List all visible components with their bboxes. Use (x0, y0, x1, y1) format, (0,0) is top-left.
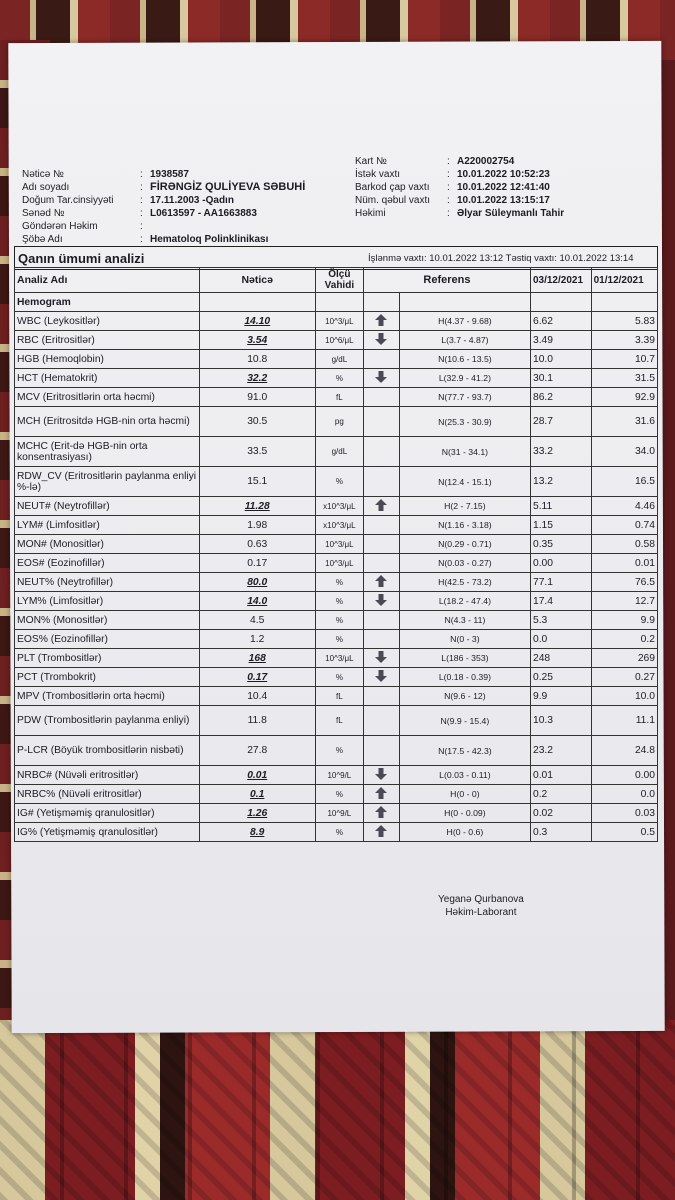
request-field-label: Kart № (355, 156, 387, 167)
signature-name: Yeganə Qurbanova (438, 894, 524, 905)
request-field-value: A220002754 (457, 156, 515, 167)
unit-value: % (315, 611, 363, 630)
history-value-2: 0.2 (591, 630, 657, 649)
history-value-1: 9.9 (530, 687, 591, 706)
table-row (15, 649, 658, 668)
history-value-1: 0.35 (530, 535, 591, 554)
analysis-name-text: RDW_CV (Eritrositlərin paylanma enliyi %-lə) (17, 470, 197, 493)
analysis-name (15, 823, 200, 842)
history-value-2: 31.5 (591, 369, 657, 388)
colon-separator: : (447, 182, 450, 193)
history-value-2: 4.46 (591, 497, 657, 516)
history-value-2: 10.0 (591, 687, 657, 706)
analysis-name-text: PLT (Trombositlər) (17, 652, 102, 664)
flag-empty (363, 467, 399, 497)
request-field-value: 10.01.2022 12:41:40 (457, 182, 550, 193)
history-value-2: 0.27 (591, 668, 657, 687)
history-value-1: 0.0 (530, 630, 591, 649)
col-header-reference: Referens (363, 268, 530, 293)
history-value-2: 0.74 (591, 516, 657, 535)
reference-range: N(25.3 - 30.9) (399, 407, 530, 437)
flag-empty (363, 516, 399, 535)
flag-high (363, 497, 399, 516)
result-value: 4.5 (199, 611, 315, 630)
unit-value: g/dL (315, 437, 363, 467)
request-field-label: İstək vaxtı (355, 169, 401, 180)
table-row (15, 804, 658, 823)
reference-range: N(0 - 3) (399, 630, 530, 649)
signature-role: Həkim-Laborant (445, 907, 517, 918)
flag-low (363, 766, 399, 785)
table-row (15, 766, 658, 785)
history-value-1: 1.15 (530, 516, 591, 535)
history-value-1: 0.3 (530, 823, 591, 842)
analysis-name-text: NEUT# (Neytrofillər) (17, 500, 110, 512)
table-row (15, 516, 658, 535)
table-row (15, 630, 658, 649)
history-value-1: 5.3 (530, 611, 591, 630)
history-value-1: 33.2 (530, 437, 591, 467)
col-header-name: Analiz Adı (15, 268, 200, 293)
history-value-1: 23.2 (530, 736, 591, 766)
analysis-name-text: MCHC (Erit-də HGB-nin orta konsentrasiyası) (17, 440, 148, 463)
history-value-2: 0.0 (591, 785, 657, 804)
result-value: 0.01 (199, 766, 315, 785)
table-row (15, 331, 658, 350)
reference-range: H(0 - 0.6) (399, 823, 530, 842)
reference-range: N(0.29 - 0.71) (399, 535, 530, 554)
flag-empty (363, 437, 399, 467)
analysis-name-text: PDW (Trombositlərin paylanma enliyi) (17, 715, 190, 726)
col-header-result: Nəticə (199, 268, 315, 293)
request-field-value: Əlyar Süleymanlı Tahir (457, 208, 565, 219)
request-field-value: 10.01.2022 10:52:23 (457, 169, 550, 180)
table-row (15, 388, 658, 407)
reference-range: L(18.2 - 47.4) (399, 592, 530, 611)
analysis-name (15, 573, 200, 592)
reference-range: L(186 - 353) (399, 649, 530, 668)
history-value-2: 10.7 (591, 350, 657, 369)
table-row (15, 668, 658, 687)
analysis-name-text: MON# (Monositlər) (17, 538, 104, 550)
col-header-history-2: 01/12/2021 (591, 268, 657, 293)
history-value-2: 12.7 (591, 592, 657, 611)
flag-empty (363, 630, 399, 649)
reference-range: H(42.5 - 73.2) (399, 573, 530, 592)
carpet-background-bottom (0, 1020, 675, 1200)
signature-block (438, 893, 524, 919)
analysis-name (15, 350, 200, 369)
result-value: 0.1 (199, 785, 315, 804)
analysis-name-text: P-LCR (Böyük trombositlərin nisbəti) (17, 745, 184, 756)
result-value: 10.4 (199, 687, 315, 706)
history-value-2: 0.03 (591, 804, 657, 823)
unit-value: 10^9/L (315, 804, 363, 823)
result-value: 1.2 (199, 630, 315, 649)
analysis-name (15, 736, 200, 766)
analysis-name-text: NRBC% (Nüvəli eritrositlər) (17, 788, 142, 800)
unit-value: % (315, 369, 363, 388)
unit-value: 10^3/μL (315, 535, 363, 554)
table-row (15, 706, 658, 736)
analysis-name (15, 804, 200, 823)
analysis-name-text: MCH (Eritrositdə HGB-nin orta həcmi) (17, 416, 190, 427)
unit-value: pg (315, 407, 363, 437)
arrow-up-icon (375, 825, 387, 837)
unit-value: % (315, 573, 363, 592)
request-field-row (355, 168, 564, 181)
unit-value: fL (315, 706, 363, 736)
analysis-name (15, 668, 200, 687)
result-value: 91.0 (199, 388, 315, 407)
patient-field-value: 1938587 (150, 169, 189, 180)
analysis-name (15, 369, 200, 388)
result-value: 10.8 (199, 350, 315, 369)
arrow-down-icon (375, 670, 387, 682)
result-value: 1.98 (199, 516, 315, 535)
flag-empty (363, 350, 399, 369)
analysis-name (15, 312, 200, 331)
unit-value: 10^3/μL (315, 649, 363, 668)
history-value-2: 92.9 (591, 388, 657, 407)
analysis-name (15, 497, 200, 516)
history-value-2: 9.9 (591, 611, 657, 630)
reference-range: N(17.5 - 42.3) (399, 736, 530, 766)
history-value-2: 31.6 (591, 407, 657, 437)
history-value-2: 0.58 (591, 535, 657, 554)
analysis-name-text: LYM% (Limfositlər) (17, 595, 104, 607)
request-field-row (355, 155, 564, 168)
flag-empty (363, 535, 399, 554)
analysis-name-text: HCT (Hematokrit) (17, 372, 98, 384)
analysis-name-text: IG% (Yetişməmiş qranulositlər) (17, 826, 158, 838)
patient-field-row (22, 207, 305, 220)
colon-separator: : (140, 182, 143, 193)
flag-low (363, 331, 399, 350)
results-table (14, 267, 658, 842)
history-value-1: 0.02 (530, 804, 591, 823)
patient-field-value: 17.11.2003 -Qadın (150, 195, 234, 206)
colon-separator: : (140, 221, 143, 232)
unit-value: % (315, 823, 363, 842)
unit-value: fL (315, 388, 363, 407)
history-value-1: 10.3 (530, 706, 591, 736)
table-row (15, 437, 658, 467)
arrow-up-icon (375, 499, 387, 511)
request-field-value: 10.01.2022 13:15:17 (457, 195, 550, 206)
analysis-name (15, 611, 200, 630)
colon-separator: : (140, 169, 143, 180)
reference-range: H(4.37 - 9.68) (399, 312, 530, 331)
history-value-1: 5.11 (530, 497, 591, 516)
table-row (15, 369, 658, 388)
flag-low (363, 592, 399, 611)
patient-field-value: L0613597 - AA1663883 (150, 208, 257, 219)
reference-range: N(0.03 - 0.27) (399, 554, 530, 573)
flag-empty (363, 687, 399, 706)
reference-range: L(0.03 - 0.11) (399, 766, 530, 785)
result-value: 11.28 (199, 497, 315, 516)
table-row (15, 736, 658, 766)
patient-field-value: FİRƏNGİZ QULİYEVA SƏBUHİ (150, 181, 306, 193)
result-value: 0.63 (199, 535, 315, 554)
history-value-2: 0.5 (591, 823, 657, 842)
flag-low (363, 668, 399, 687)
request-field-label: Nüm. qəbul vaxtı (355, 195, 431, 206)
analysis-name (15, 388, 200, 407)
analysis-name-text: MPV (Trombositlərin orta həcmi) (17, 690, 165, 702)
history-value-2: 5.83 (591, 312, 657, 331)
col-header-history-1: 03/12/2021 (530, 268, 591, 293)
unit-value: % (315, 668, 363, 687)
patient-field-row (22, 194, 305, 207)
patient-field-label: Sənəd № (22, 208, 65, 219)
unit-value: % (315, 785, 363, 804)
patient-field-label: Şöbə Adı (22, 234, 63, 245)
request-field-label: Barkod çap vaxtı (355, 182, 430, 193)
analysis-name-text: EOS% (Eozinofillər) (17, 633, 108, 645)
colon-separator: : (140, 234, 143, 245)
reference-range: N(31 - 34.1) (399, 437, 530, 467)
unit-value: 10^9/L (315, 766, 363, 785)
arrow-down-icon (375, 594, 387, 606)
analysis-name (15, 706, 200, 736)
unit-value: 10^3/μL (315, 312, 363, 331)
request-info-block (355, 155, 564, 220)
history-value-1: 0.25 (530, 668, 591, 687)
result-value: 80.0 (199, 573, 315, 592)
patient-field-label: Adı soyadı (22, 182, 70, 193)
result-value: 1.26 (199, 804, 315, 823)
reference-range: L(32.9 - 41.2) (399, 369, 530, 388)
analysis-name (15, 630, 200, 649)
report-timestamps: İşlənmə vaxtı: 10.01.2022 13:12 Təstiq vaxtı: 10.01.2022 13:14 (368, 252, 634, 264)
history-value-1: 3.49 (530, 331, 591, 350)
request-field-row (355, 181, 564, 194)
result-value: 0.17 (199, 554, 315, 573)
flag-low (363, 369, 399, 388)
reference-range: N(10.6 - 13.5) (399, 350, 530, 369)
flag-high (363, 573, 399, 592)
history-value-1: 0.01 (530, 766, 591, 785)
results-table-header (15, 268, 658, 293)
flag-empty (363, 388, 399, 407)
analysis-name (15, 766, 200, 785)
flag-high (363, 785, 399, 804)
flag-low (363, 649, 399, 668)
analysis-name (15, 407, 200, 437)
patient-field-label: Nəticə № (22, 169, 64, 180)
history-value-2: 269 (591, 649, 657, 668)
colon-separator: : (447, 169, 450, 180)
patient-info-block (22, 168, 305, 246)
patient-field-row (22, 233, 305, 246)
analysis-name (15, 516, 200, 535)
history-value-2: 16.5 (591, 467, 657, 497)
analysis-name-text: EOS# (Eozinofillər) (17, 557, 105, 569)
arrow-up-icon (375, 314, 387, 326)
flag-empty (363, 736, 399, 766)
section-title: Hemogram (15, 293, 200, 312)
analysis-name (15, 535, 200, 554)
flag-empty (363, 554, 399, 573)
unit-value: % (315, 592, 363, 611)
reference-range: N(12.4 - 15.1) (399, 467, 530, 497)
analysis-name (15, 331, 200, 350)
patient-field-row (22, 181, 305, 194)
result-value: 30.5 (199, 407, 315, 437)
arrow-down-icon (375, 333, 387, 345)
arrow-up-icon (375, 787, 387, 799)
history-value-2: 0.00 (591, 766, 657, 785)
reference-range: H(2 - 7.15) (399, 497, 530, 516)
patient-field-row (22, 220, 305, 233)
result-value: 14.0 (199, 592, 315, 611)
reference-range: N(9.9 - 15.4) (399, 706, 530, 736)
result-value: 14.10 (199, 312, 315, 331)
section-row (15, 293, 658, 312)
analysis-name (15, 592, 200, 611)
reference-range: N(1.16 - 3.18) (399, 516, 530, 535)
arrow-down-icon (375, 768, 387, 780)
table-row (15, 611, 658, 630)
arrow-down-icon (375, 371, 387, 383)
colon-separator: : (447, 156, 450, 167)
table-row (15, 350, 658, 369)
analysis-name-text: HGB (Hemoqlobin) (17, 353, 104, 365)
unit-value: g/dL (315, 350, 363, 369)
table-row (15, 823, 658, 842)
table-row (15, 785, 658, 804)
analysis-name-text: LYM# (Limfositlər) (17, 519, 100, 531)
analysis-name (15, 649, 200, 668)
analysis-name-text: MCV (Eritrositlərin orta həcmi) (17, 391, 155, 403)
result-value: 11.8 (199, 706, 315, 736)
analysis-name (15, 437, 200, 467)
table-row (15, 554, 658, 573)
table-row (15, 312, 658, 331)
analysis-name (15, 554, 200, 573)
history-value-2: 0.01 (591, 554, 657, 573)
analysis-name-text: RBC (Eritrositlər) (17, 334, 95, 346)
history-value-2: 24.8 (591, 736, 657, 766)
analysis-name-text: IG# (Yetişməmiş qranulositlər) (17, 807, 155, 819)
table-row (15, 687, 658, 706)
result-value: 8.9 (199, 823, 315, 842)
patient-field-row (22, 168, 305, 181)
colon-separator: : (447, 208, 450, 219)
analysis-name-text: NEUT% (Neytrofillər) (17, 576, 114, 588)
reference-range: N(4.3 - 11) (399, 611, 530, 630)
history-value-2: 11.1 (591, 706, 657, 736)
colon-separator: : (140, 195, 143, 206)
history-value-1: 86.2 (530, 388, 591, 407)
flag-empty (363, 611, 399, 630)
result-value: 33.5 (199, 437, 315, 467)
history-value-1: 17.4 (530, 592, 591, 611)
flag-high (363, 312, 399, 331)
result-value: 15.1 (199, 467, 315, 497)
analysis-name (15, 467, 200, 497)
analysis-name-text: MON% (Monositlər) (17, 614, 108, 626)
history-value-1: 6.62 (530, 312, 591, 331)
patient-field-label: Göndərən Həkim (22, 221, 98, 232)
report-title: Qanın ümumi analizi (18, 250, 145, 266)
unit-value: fL (315, 687, 363, 706)
history-value-1: 10.0 (530, 350, 591, 369)
history-value-1: 13.2 (530, 467, 591, 497)
history-value-2: 76.5 (591, 573, 657, 592)
reference-range: N(77.7 - 93.7) (399, 388, 530, 407)
result-value: 0.17 (199, 668, 315, 687)
patient-field-value: Hematoloq Polinklinikası (150, 234, 269, 245)
unit-value: x10^3/μL (315, 497, 363, 516)
unit-value: 10^6/μL (315, 331, 363, 350)
table-row (15, 407, 658, 437)
result-value: 168 (199, 649, 315, 668)
flag-empty (363, 706, 399, 736)
request-field-label: Həkimi (355, 208, 386, 219)
history-value-2: 3.39 (591, 331, 657, 350)
history-value-1: 248 (530, 649, 591, 668)
history-value-1: 30.1 (530, 369, 591, 388)
arrow-up-icon (375, 575, 387, 587)
analysis-name-text: NRBC# (Nüvəli eritrositlər) (17, 769, 139, 781)
history-value-1: 0.00 (530, 554, 591, 573)
table-row (15, 592, 658, 611)
unit-value: % (315, 467, 363, 497)
reference-range: L(3.7 - 4.87) (399, 331, 530, 350)
unit-value: x10^3/μL (315, 516, 363, 535)
analysis-name (15, 785, 200, 804)
table-row (15, 467, 658, 497)
history-value-1: 28.7 (530, 407, 591, 437)
flag-high (363, 804, 399, 823)
result-value: 3.54 (199, 331, 315, 350)
col-header-unit: Ölçü Vahidi (315, 268, 363, 293)
table-row (15, 573, 658, 592)
reference-range: N(9.6 - 12) (399, 687, 530, 706)
reference-range: H(0 - 0.09) (399, 804, 530, 823)
result-value: 27.8 (199, 736, 315, 766)
patient-field-label: Doğum Tar.cinsiyyəti (22, 195, 114, 206)
history-value-1: 0.2 (530, 785, 591, 804)
colon-separator: : (140, 208, 143, 219)
request-field-row (355, 194, 564, 207)
reference-range: H(0 - 0) (399, 785, 530, 804)
table-row (15, 535, 658, 554)
arrow-up-icon (375, 806, 387, 818)
result-value: 32.2 (199, 369, 315, 388)
flag-empty (363, 407, 399, 437)
unit-value: % (315, 736, 363, 766)
arrow-down-icon (375, 651, 387, 663)
flag-high (363, 823, 399, 842)
analysis-name-text: PCT (Trombokrit) (17, 671, 96, 683)
history-value-1: 77.1 (530, 573, 591, 592)
request-field-row (355, 207, 564, 220)
analysis-name (15, 687, 200, 706)
reference-range: L(0.18 - 0.39) (399, 668, 530, 687)
history-value-2: 34.0 (591, 437, 657, 467)
analysis-name-text: WBC (Leykositlər) (17, 315, 100, 327)
colon-separator: : (447, 195, 450, 206)
unit-value: % (315, 630, 363, 649)
table-row (15, 497, 658, 516)
unit-value: 10^3/μL (315, 554, 363, 573)
